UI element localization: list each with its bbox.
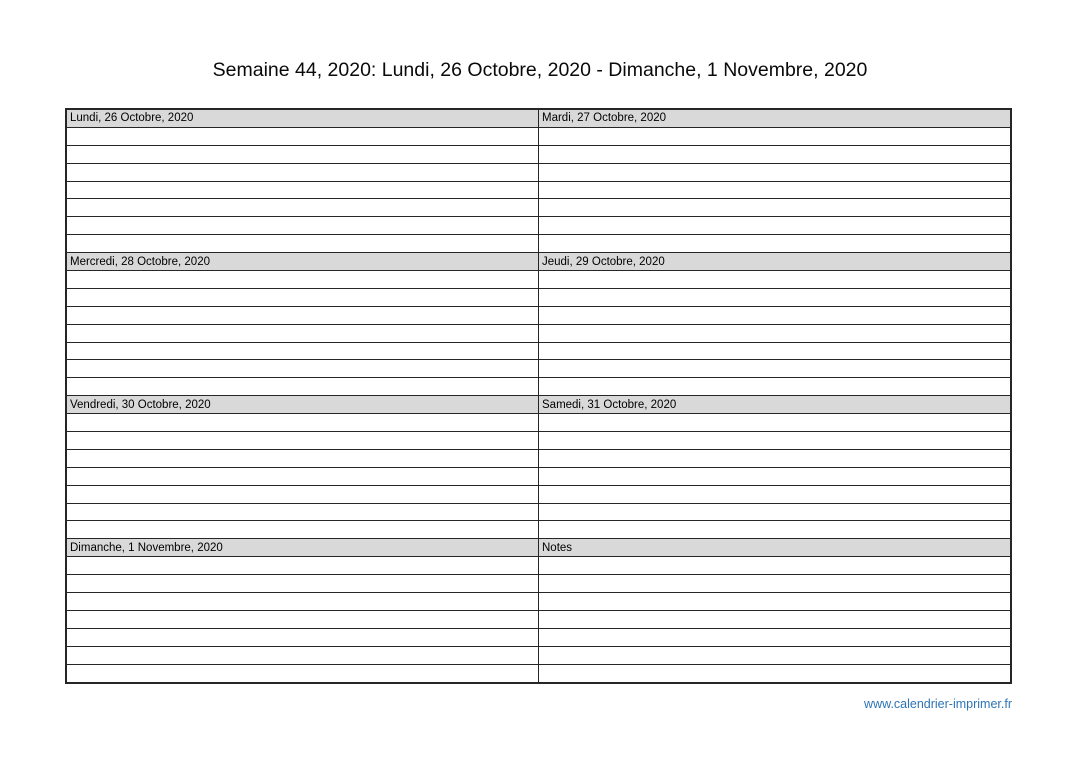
page-title: Semaine 44, 2020: Lundi, 26 Octobre, 2020 - Dimanche, 1 Novembre, 2020 (212, 59, 868, 81)
entry-line-cell (539, 163, 1012, 181)
entry-line-cell (66, 467, 539, 485)
entry-line-cell (66, 324, 539, 342)
entry-line-row (66, 342, 1011, 360)
day-header-cell-right: Notes (539, 539, 1012, 557)
entry-line-cell (539, 467, 1012, 485)
entry-line-cell (66, 485, 539, 503)
entry-line-row (66, 163, 1011, 181)
entry-line-cell (539, 503, 1012, 521)
entry-line-cell (539, 521, 1012, 539)
entry-line-cell (66, 646, 539, 664)
entry-line-cell (66, 145, 539, 163)
entry-line-cell (66, 432, 539, 450)
entry-line-row (66, 646, 1011, 664)
day-header-row (66, 109, 1011, 127)
entry-line-cell (539, 145, 1012, 163)
entry-line-cell (539, 378, 1012, 396)
day-header-row (66, 539, 1011, 557)
entry-line-row (66, 575, 1011, 593)
entry-line-cell (539, 342, 1012, 360)
entry-line-row (66, 306, 1011, 324)
entry-line-cell (539, 646, 1012, 664)
entry-line-cell (539, 664, 1012, 682)
entry-line-cell (66, 449, 539, 467)
entry-line-cell (66, 664, 539, 682)
entry-line-cell (539, 593, 1012, 611)
entry-line-cell (539, 235, 1012, 253)
entry-line-row (66, 593, 1011, 611)
entry-line-cell (539, 432, 1012, 450)
entry-line-cell (66, 521, 539, 539)
entry-line-cell (66, 306, 539, 324)
entry-line-row (66, 467, 1011, 485)
entry-line-cell (539, 360, 1012, 378)
entry-line-row (66, 235, 1011, 253)
entry-line-row (66, 414, 1011, 432)
entry-line-cell (66, 288, 539, 306)
entry-line-cell (66, 271, 539, 289)
entry-line-cell (539, 127, 1012, 145)
entry-line-cell (539, 557, 1012, 575)
day-header-cell-left: Mercredi, 28 Octobre, 2020 (66, 253, 539, 271)
entry-line-cell (66, 503, 539, 521)
entry-line-cell (539, 414, 1012, 432)
entry-line-row (66, 610, 1011, 628)
entry-line-cell (539, 324, 1012, 342)
entry-line-cell (66, 575, 539, 593)
day-header-cell-left: Dimanche, 1 Novembre, 2020 (66, 539, 539, 557)
entry-line-row (66, 127, 1011, 145)
entry-line-row (66, 288, 1011, 306)
entry-line-row (66, 181, 1011, 199)
entry-line-cell (539, 485, 1012, 503)
entry-line-row (66, 360, 1011, 378)
entry-line-cell (66, 199, 539, 217)
week-table-body (66, 109, 1011, 683)
day-header-row (66, 396, 1011, 414)
entry-line-cell (66, 378, 539, 396)
entry-line-cell (66, 610, 539, 628)
website-link[interactable]: www.calendrier-imprimer.fr (864, 697, 1012, 711)
entry-line-row (66, 324, 1011, 342)
entry-line-cell (539, 628, 1012, 646)
entry-line-row (66, 271, 1011, 289)
entry-line-cell (66, 557, 539, 575)
entry-line-row (66, 432, 1011, 450)
entry-line-cell (66, 360, 539, 378)
entry-line-cell (66, 414, 539, 432)
entry-line-cell (66, 181, 539, 199)
entry-line-cell (66, 342, 539, 360)
entry-line-cell (539, 271, 1012, 289)
entry-line-cell (539, 575, 1012, 593)
week-table (65, 108, 1012, 684)
entry-line-row (66, 557, 1011, 575)
day-header-cell-left: Vendredi, 30 Octobre, 2020 (66, 396, 539, 414)
entry-line-cell (66, 127, 539, 145)
entry-line-cell (539, 306, 1012, 324)
entry-line-row (66, 378, 1011, 396)
entry-line-cell (539, 449, 1012, 467)
entry-line-row (66, 521, 1011, 539)
entry-line-row (66, 664, 1011, 682)
entry-line-cell (66, 163, 539, 181)
day-header-cell-right: Jeudi, 29 Octobre, 2020 (539, 253, 1012, 271)
entry-line-row (66, 503, 1011, 521)
entry-line-cell (66, 628, 539, 646)
entry-line-row (66, 485, 1011, 503)
day-header-cell-left: Lundi, 26 Octobre, 2020 (66, 109, 539, 127)
day-header-row (66, 253, 1011, 271)
entry-line-cell (539, 288, 1012, 306)
entry-line-cell (539, 610, 1012, 628)
entry-line-row (66, 217, 1011, 235)
day-header-cell-right: Mardi, 27 Octobre, 2020 (539, 109, 1012, 127)
entry-line-row (66, 449, 1011, 467)
entry-line-row (66, 145, 1011, 163)
entry-line-cell (539, 181, 1012, 199)
entry-line-row (66, 628, 1011, 646)
entry-line-cell (539, 199, 1012, 217)
entry-line-row (66, 199, 1011, 217)
entry-line-cell (66, 593, 539, 611)
entry-line-cell (66, 217, 539, 235)
entry-line-cell (66, 235, 539, 253)
entry-line-cell (539, 217, 1012, 235)
day-header-cell-right: Samedi, 31 Octobre, 2020 (539, 396, 1012, 414)
